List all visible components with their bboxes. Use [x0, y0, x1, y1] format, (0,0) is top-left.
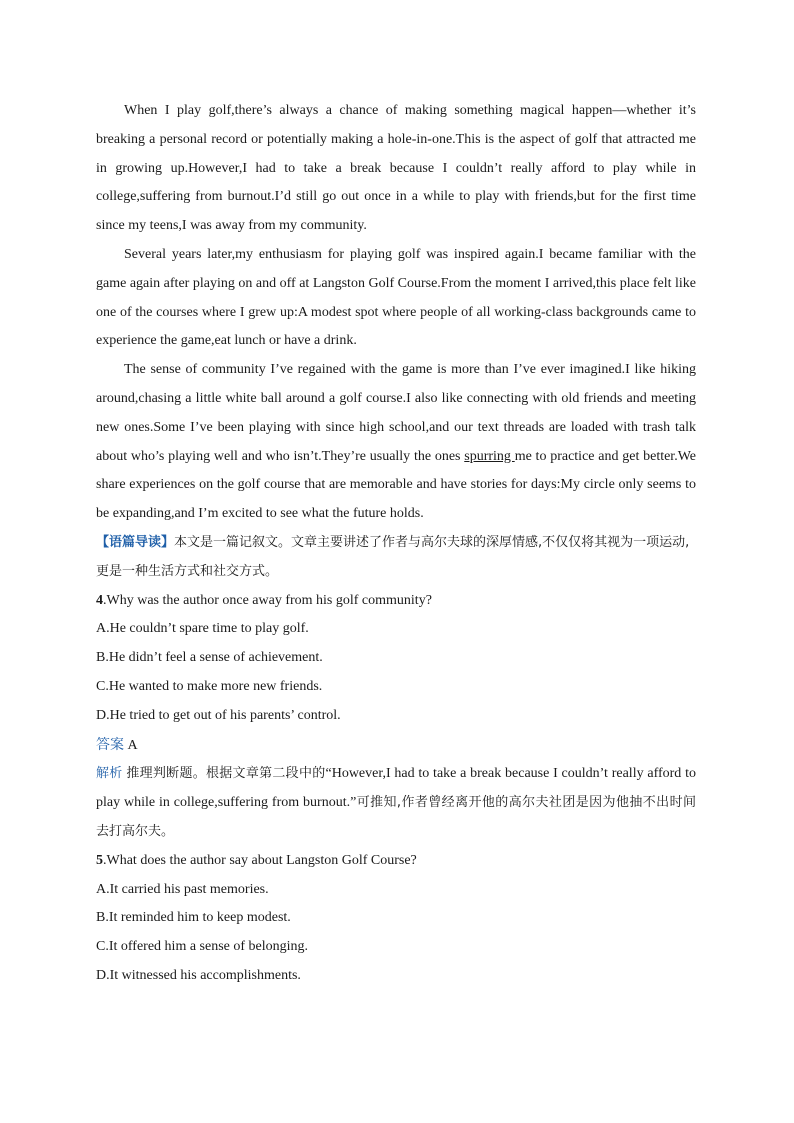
- question-4-answer: [96, 731, 696, 761]
- question-4-stem: [96, 587, 696, 616]
- question-4-option-b: B.He didn’t feel a sense of achievement.: [96, 650, 323, 666]
- question-4-text: .Why was the author once away from his golf community?: [103, 592, 432, 608]
- explanation-text-2: 可推知,作者曾经离开他的高尔夫社团是因为他抽不出时间去打高尔夫。: [96, 795, 696, 839]
- passage-paragraph-1: When I play golf,there’s always a chance of making something magical happen—whether it’s breaking a personal record or potentially making a hole-in-one.This is the aspect of golf that attracted me in growing up.However,I had to take a break because I couldn’t really afford to play while in college,suffering from burnout.I’d still go out once in a while to play with friends,but for the first time since my teens,I was away from my community.: [96, 103, 696, 234]
- paragraph-3-text-after: me to practice and get better.We share experiences on the golf course that are memorable and have stories for days:My circle only seems to be expanding,and I’m excited to see what the future holds.: [96, 448, 697, 522]
- answer-value: A: [127, 737, 138, 753]
- question-5-option-a: A.It carried his past memories.: [96, 881, 269, 897]
- answer-label: 答案: [96, 736, 124, 753]
- content-area: [96, 97, 696, 991]
- question-5-option-d: D.It witnessed his accomplishments.: [96, 967, 301, 983]
- reading-guide-text: 本文是一篇记叙文。文章主要讲述了作者与高尔夫球的深厚情感,不仅仅将其视为一项运动,更是一种生活方式和社交方式。: [96, 534, 690, 579]
- explanation-quote: “However,I had to take a break because I couldn’t really afford to play while in college,suffering from burnout.”: [96, 766, 696, 811]
- passage-paragraph-3: [96, 356, 696, 529]
- underlined-word: spurring: [464, 448, 515, 464]
- question-4-number: 4: [96, 592, 103, 608]
- explanation-label: 解析: [96, 766, 123, 782]
- question-5-number: 5: [96, 852, 103, 868]
- paragraph-3-text-before: The sense of community I’ve regained with the game is more than I’ve ever imagined.I like hiking around,chasing a little white ball around a golf course.I also like connecting with old friends and meeting new ones.Some I’ve been playing with since high school,and our text threads are loaded with trash talk about who’s playing well and who isn’t.They’re usually the ones: [96, 362, 696, 464]
- question-5-option-b: B.It reminded him to keep modest.: [96, 910, 291, 926]
- explanation-text-1: 推理判断题。根据文章第二段中的: [126, 766, 326, 782]
- reading-guide: [96, 529, 696, 587]
- reading-guide-tag: 【语篇导读】: [96, 534, 175, 550]
- question-4-option-d: D.He tried to get out of his parents’ control.: [96, 707, 341, 723]
- question-5-text: .What does the author say about Langston Golf Course?: [103, 852, 417, 868]
- question-5-option-c: C.It offered him a sense of belonging.: [96, 939, 309, 955]
- passage-paragraph-2: Several years later,my enthusiasm for playing golf was inspired again.I became familiar with the game again after playing on and off at Langston Golf Course.From the moment I arrived,this place felt like one of the courses where I grew up:A modest spot where people of all working-class backgrounds came to experience the game,eat lunch or have a drink.: [96, 246, 696, 349]
- question-4-option-a: A.He couldn’t spare time to play golf.: [96, 621, 309, 637]
- question-5-stem: [96, 847, 696, 876]
- question-4-explanation: [96, 760, 696, 846]
- question-4-option-c: C.He wanted to make more new friends.: [96, 678, 323, 694]
